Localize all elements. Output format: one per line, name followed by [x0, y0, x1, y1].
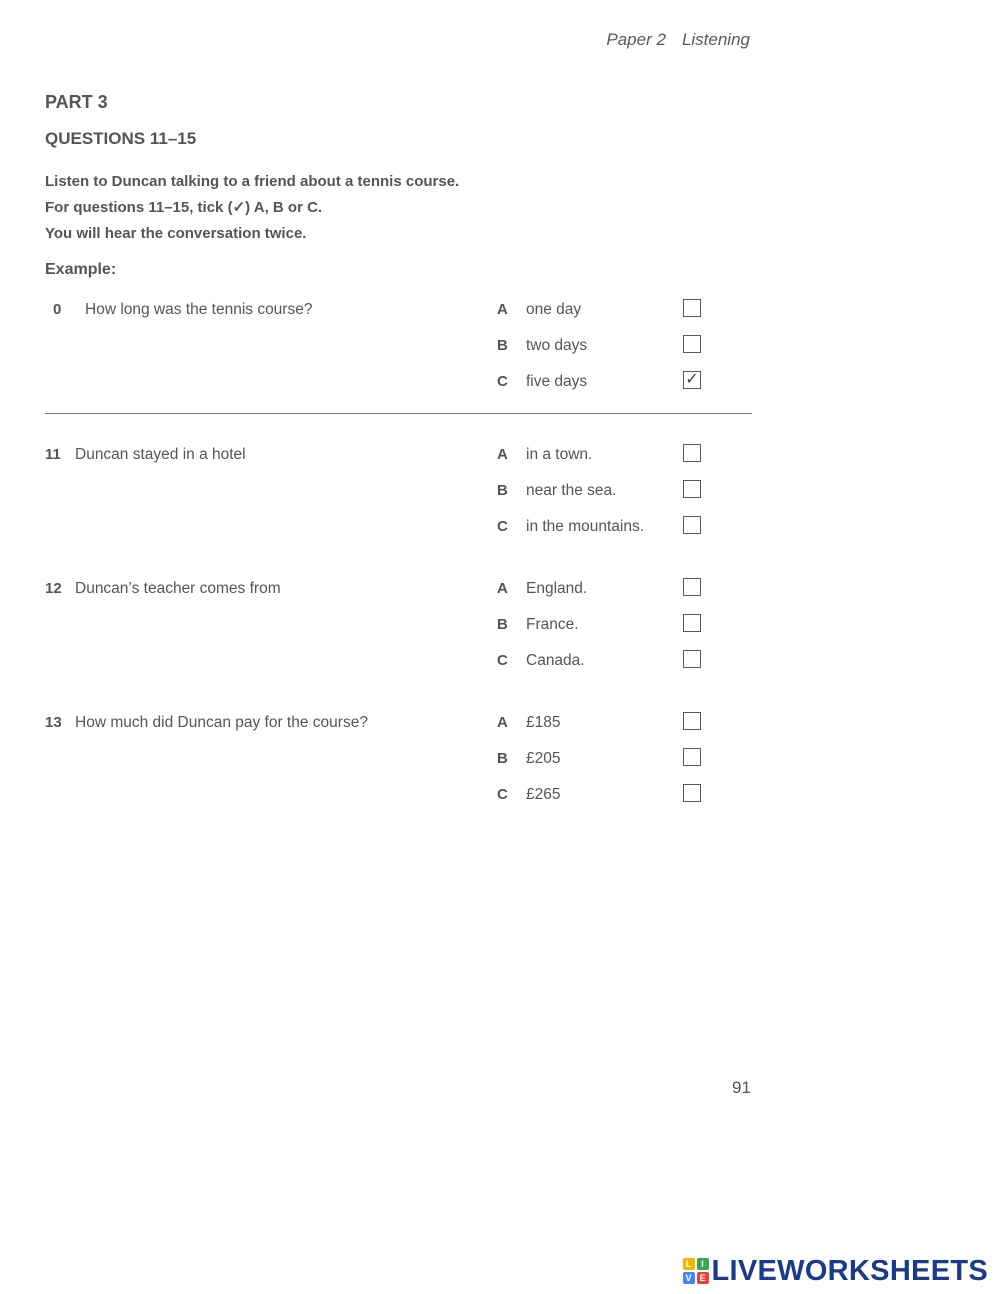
option-letter: C — [497, 786, 508, 803]
question-number: 13 — [45, 714, 62, 731]
option-text: £185 — [526, 714, 561, 731]
answer-checkbox[interactable] — [683, 578, 701, 596]
option-letter: A — [497, 446, 508, 463]
logo-text: LIVEWORKSHEETS — [711, 1254, 988, 1287]
option-row[interactable] — [45, 580, 755, 602]
part-title: PART 3 — [45, 92, 108, 112]
questions-range: QUESTIONS 11–15 — [45, 129, 197, 148]
option-row[interactable] — [45, 750, 755, 772]
option-text: near the sea. — [526, 482, 617, 499]
option-row — [45, 373, 755, 395]
question-number: 0 — [53, 301, 62, 318]
option-row[interactable] — [45, 446, 755, 468]
section-divider — [45, 413, 752, 414]
liveworksheets-logo-icon — [683, 1258, 709, 1284]
logo-mark-tile: E — [697, 1272, 709, 1284]
page-number: 91 — [732, 1078, 751, 1097]
answer-checkbox[interactable] — [683, 650, 701, 668]
example-question — [45, 301, 755, 411]
option-text: France. — [526, 616, 579, 633]
instruction-line: Listen to Duncan talking to a friend about a tennis course. — [45, 173, 460, 190]
option-letter: A — [497, 301, 508, 318]
option-row[interactable] — [45, 786, 755, 808]
header-section: Listening — [681, 30, 750, 49]
option-row[interactable] — [45, 616, 755, 638]
option-text: England. — [526, 580, 588, 597]
answer-checkbox[interactable] — [683, 614, 701, 632]
answer-checkbox[interactable] — [683, 516, 701, 534]
option-text: in a town. — [526, 446, 593, 463]
answer-checkbox: ✓ — [683, 371, 701, 389]
question-number: 11 — [45, 446, 61, 463]
page-header — [606, 30, 750, 50]
answer-checkbox[interactable] — [683, 784, 701, 802]
question-text: How much did Duncan pay for the course? — [75, 714, 368, 731]
option-letter: A — [497, 580, 508, 597]
answer-checkbox[interactable] — [683, 712, 701, 730]
option-text: £205 — [526, 750, 561, 767]
option-text: Canada. — [526, 652, 585, 669]
option-letter: A — [497, 714, 508, 731]
question-text: How long was the tennis course? — [85, 301, 313, 318]
question-12 — [45, 580, 755, 690]
option-row[interactable] — [45, 518, 755, 540]
question-11 — [45, 446, 755, 556]
answer-checkbox — [683, 335, 701, 353]
answer-checkbox[interactable] — [683, 748, 701, 766]
liveworksheets-logo — [683, 1256, 989, 1286]
option-row — [45, 301, 755, 323]
example-label: Example: — [45, 261, 117, 278]
option-letter: B — [497, 750, 508, 767]
answer-checkbox[interactable] — [683, 444, 701, 462]
logo-mark-tile: V — [683, 1272, 695, 1284]
logo-mark-tile: L — [683, 1258, 695, 1270]
option-text: two days — [526, 337, 588, 354]
option-letter: B — [497, 337, 508, 354]
option-text: £265 — [526, 786, 561, 803]
option-letter: B — [497, 616, 508, 633]
option-letter: B — [497, 482, 508, 499]
question-13 — [45, 714, 755, 824]
option-text: one day — [526, 301, 582, 318]
logo-mark-tile: I — [697, 1258, 709, 1270]
option-letter: C — [497, 652, 508, 669]
option-row[interactable] — [45, 714, 755, 736]
answer-checkbox — [683, 299, 701, 317]
question-text: Duncan stayed in a hotel — [75, 446, 246, 463]
option-row — [45, 337, 755, 359]
instructions — [45, 169, 459, 247]
option-letter: C — [497, 518, 508, 535]
question-text: Duncan’s teacher comes from — [75, 580, 281, 597]
answer-checkbox[interactable] — [683, 480, 701, 498]
option-text: in the mountains. — [526, 518, 645, 535]
option-text: five days — [526, 373, 588, 390]
instruction-line: For questions 11–15, tick (✓) A, B or C. — [45, 199, 323, 216]
instruction-line: You will hear the conversation twice. — [45, 225, 307, 242]
option-letter: C — [497, 373, 508, 390]
header-paper: Paper 2 — [606, 30, 666, 49]
option-row[interactable] — [45, 652, 755, 674]
option-row[interactable] — [45, 482, 755, 504]
question-number: 12 — [45, 580, 62, 597]
